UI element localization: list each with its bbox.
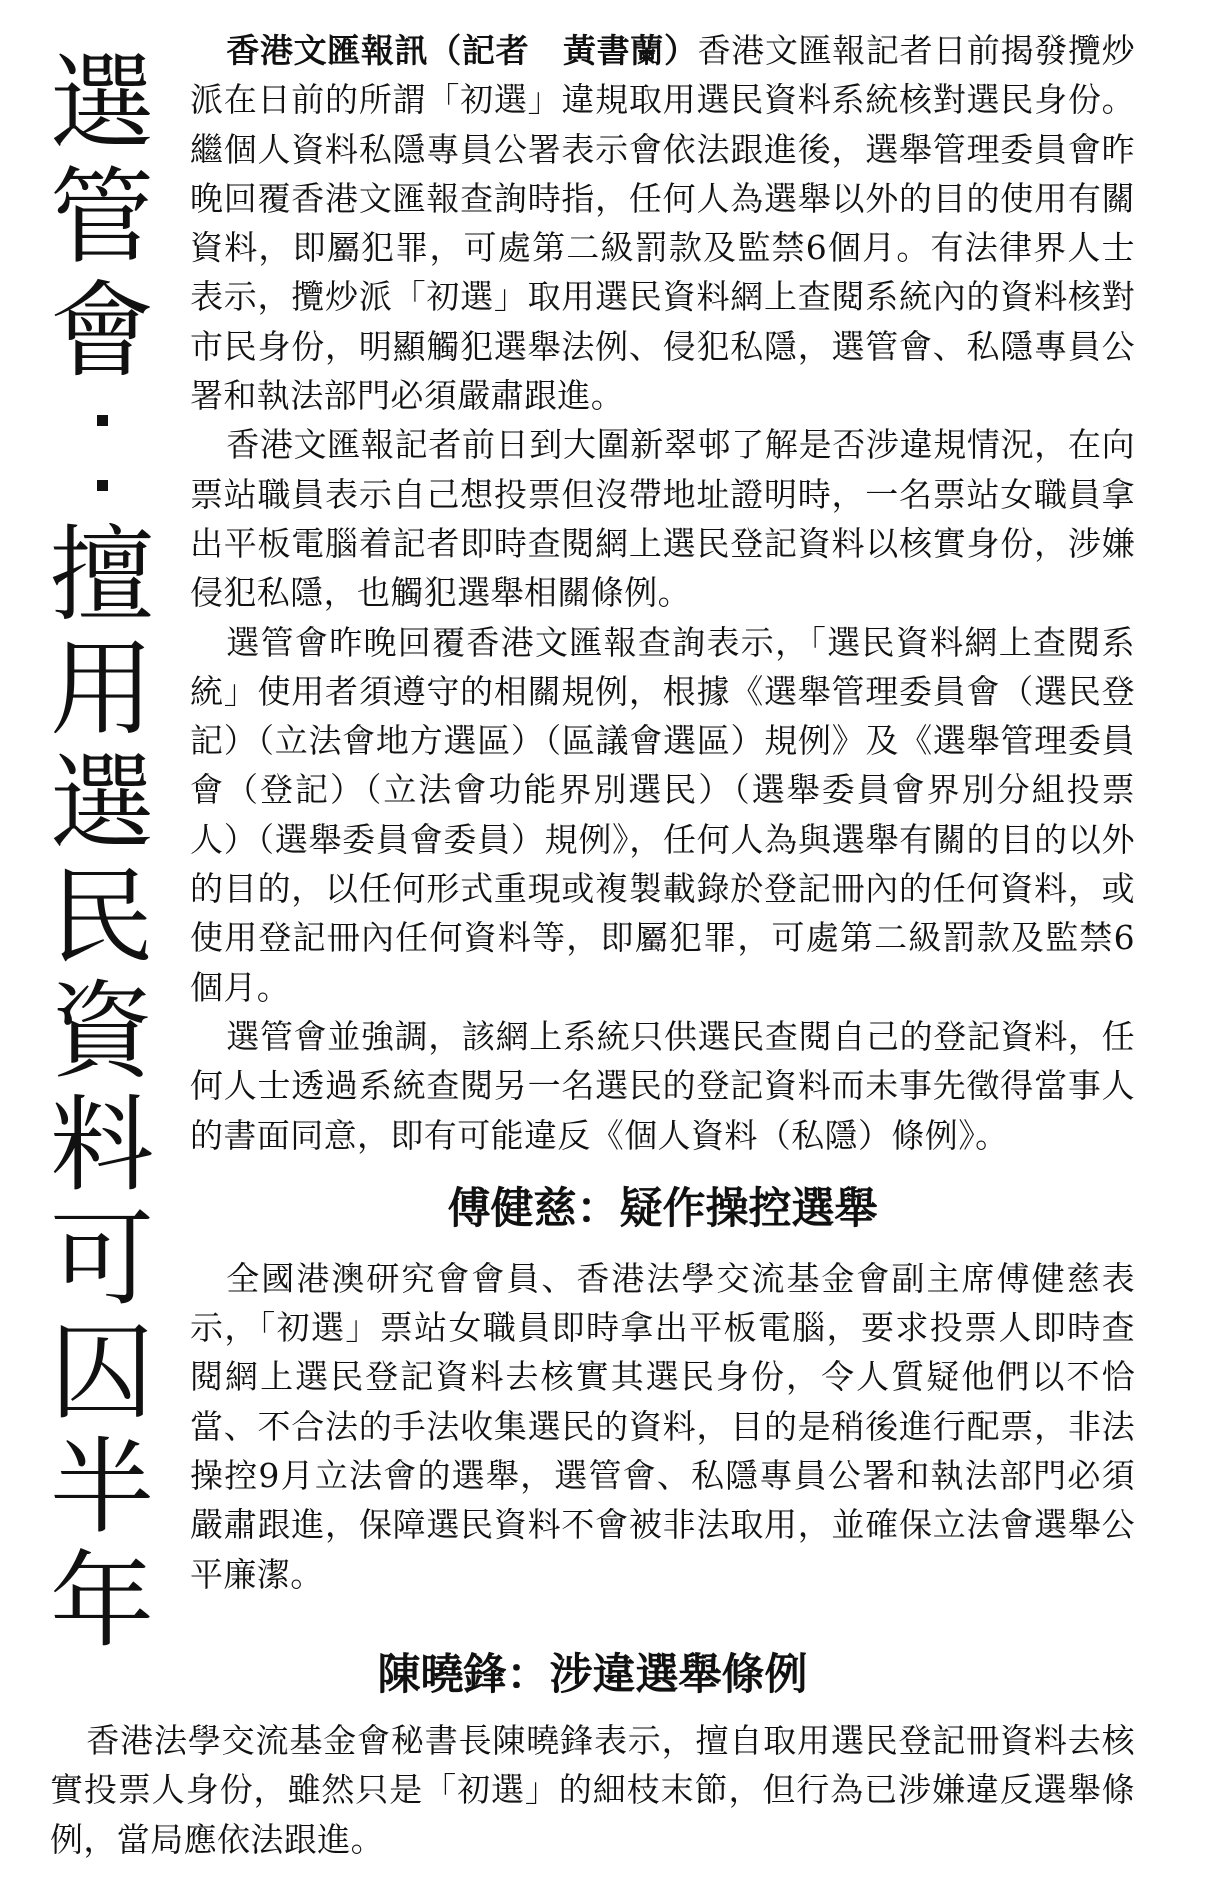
article-bottom-section — [50, 1640, 1135, 1864]
subheading-chan-hiu-fung: 陳曉鋒：涉違選舉條例 — [377, 1650, 808, 1700]
byline: 香港文匯報訊（記者 黃書蘭） — [226, 31, 698, 70]
article-paragraph-3: 選管會昨晚回覆香港文匯報查詢表示，「選民資料網上查閱系統」使用者須遵守的相關規例，根據《選舉管理委員會（選民登記）（立法會地方選區）（區議會選區）規例》及《選舉管理委員會（登記）（立法會功能界別選民）（選舉委員會界別分組投票人）（選舉委員會委員）規例》，任何人為與選舉有關的目的以外的目的，以任何形式重現或複製載錄於登記冊內的任何資料，或使用登記冊內任何資料等，即屬犯罪，可處第二級罰款及監禁6個月。 — [190, 622, 1135, 1007]
article-paragraph-2: 香港文匯報記者前日到大圍新翠邨了解是否涉違規情況，在向票站職員表示自己想投票但沒帶地址證明時，一名票站女職員拿出平板電腦着記者即時查閱網上選民登記資料以核實身份，涉嫌侵犯私隱，也觸犯選舉相關條例。 — [190, 425, 1135, 613]
headline-char: 用 — [49, 628, 154, 750]
headline-char: 資 — [49, 970, 154, 1092]
article-paragraph-6: 香港法學交流基金會秘書長陳曉鋒表示，擅自取用選民登記冊資料去核實投票人身份，雖然只是「初選」的細枝末節，但行為已涉嫌違反選舉條例，當局應依法跟進。 — [50, 1721, 1135, 1859]
article-paragraph-1 — [190, 26, 1135, 420]
headline-char: 年 — [49, 1540, 154, 1662]
headline-char: 民 — [49, 856, 154, 978]
vertical-headline — [42, 42, 162, 1662]
headline-colon — [42, 388, 162, 518]
headline-char: 擅 — [49, 514, 154, 636]
headline-char: 囚 — [49, 1312, 154, 1434]
colon-dot — [97, 415, 108, 426]
headline-char: 料 — [49, 1084, 154, 1206]
article-paragraph-4: 選管會並強調，該網上系統只供選民查閱自己的登記資料，任何人士透過系統查閱另一名選民的登記資料而未事先徵得當事人的書面同意，即有可能違反《個人資料（私隱）條例》。 — [190, 1016, 1135, 1155]
headline-char: 管 — [49, 156, 154, 278]
article-paragraph-5: 全國港澳研究會會員、香港法學交流基金會副主席傅健慈表示，「初選」票站女職員即時拿出平板電腦，要求投票人即時查閱網上選民登記資料去核實其選民身份，令人質疑他們以不恰當、不合法的手法收集選民的資料，目的是稍後進行配票，非法操控9月立法會的選舉，選管會、私隱專員公署和執法部門必須嚴肅跟進，保障選民資料不會被非法取用，並確保立法會選舉公平廉潔。 — [190, 1258, 1135, 1594]
headline-char: 選 — [49, 742, 154, 864]
subheading-fu-kin-chi: 傅健慈：疑作操控選舉 — [447, 1183, 878, 1234]
headline-char: 選 — [49, 42, 154, 164]
headline-char: 可 — [49, 1198, 154, 1320]
headline-char: 半 — [49, 1426, 154, 1548]
article-main-column — [190, 26, 1135, 1599]
headline-char: 會 — [49, 270, 154, 392]
paragraph-text: 香港文匯報記者日前揭發攬炒派在日前的所謂「初選」違規取用選民資料系統核對選民身份。繼個人資料私隱專員公署表示會依法跟進後，選舉管理委員會昨晚回覆香港文匯報查詢時指，任何人為選舉以外的目的使用有關資料，即屬犯罪，可處第二級罰款及監禁6個月。有法律界人士表示，攬炒派「初選」取用選民資料網上查閱系統內的資料核對市民身份，明顯觸犯選舉法例、侵犯私隱，選管會、私隱專員公署和執法部門必須嚴肅跟進。 — [190, 31, 1135, 416]
colon-dot — [97, 480, 108, 491]
